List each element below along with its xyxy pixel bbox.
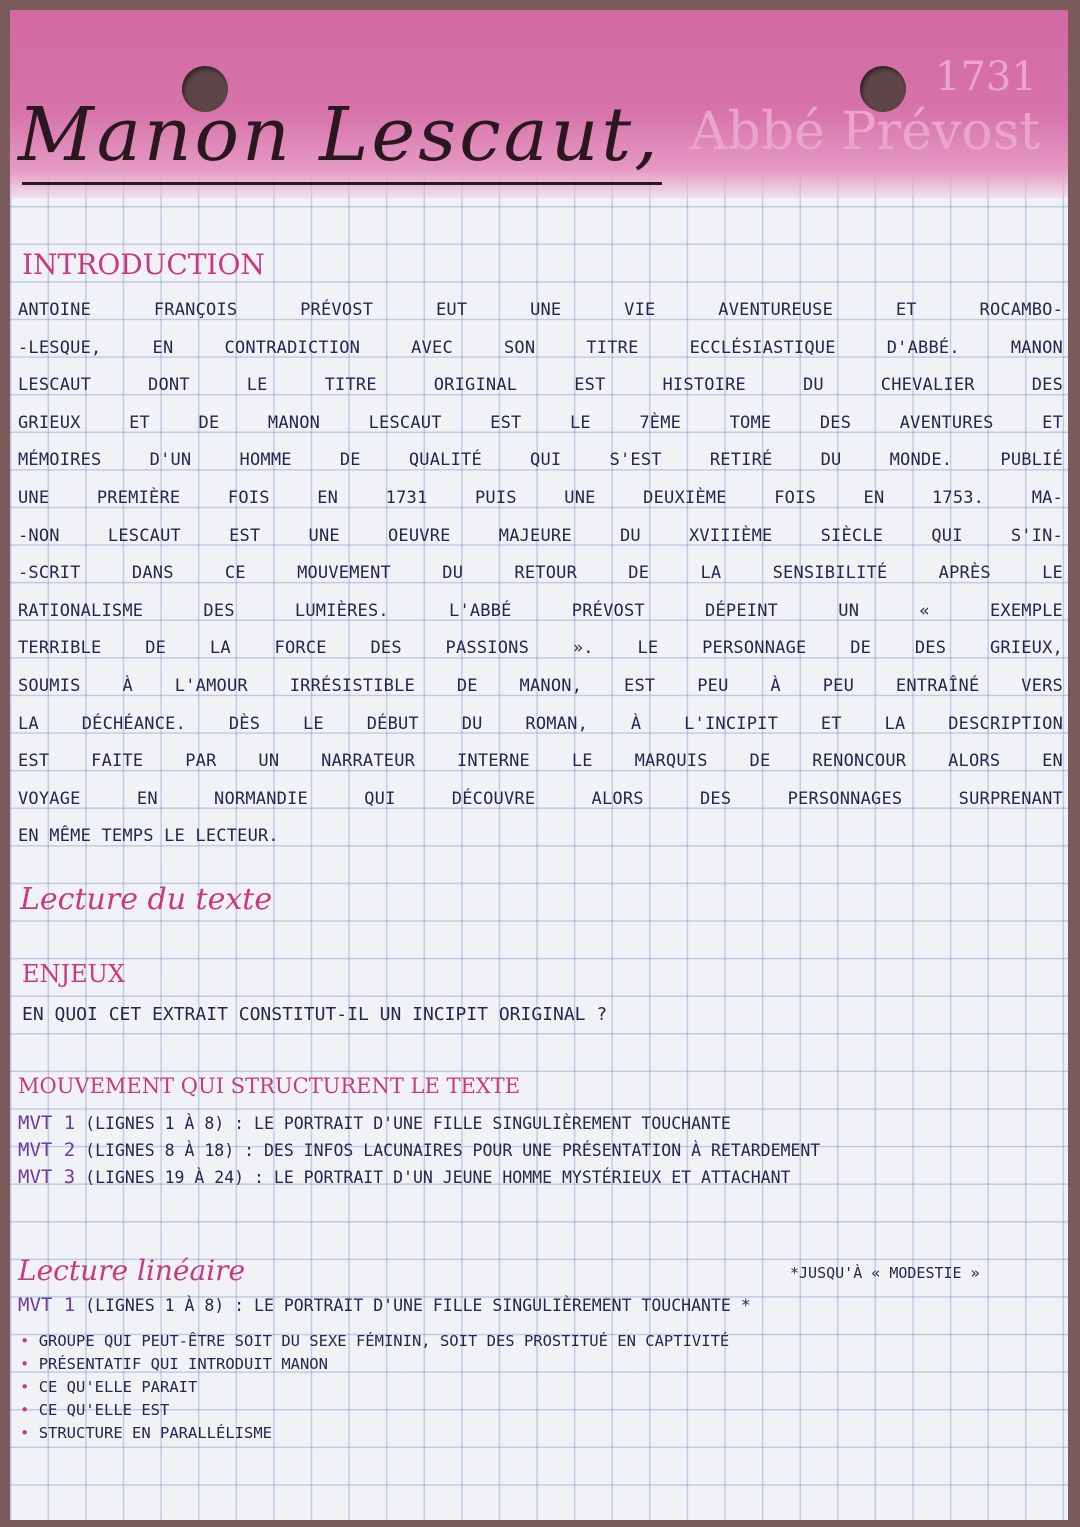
intro-line: UNE PREMIÈRE FOIS EN 1731 PUIS UNE DEUXIÈME FOIS EN 1753. MA- — [18, 487, 1063, 508]
title-underline — [22, 182, 662, 185]
pink-header-band — [10, 10, 1068, 198]
intro-line: LA DÉCHÉANCE. DÈS LE DÉBUT DU ROMAN, À L'INCIPIT ET LA DESCRIPTION — [18, 713, 1063, 734]
lecture-heading: Lecture du texte — [20, 882, 273, 917]
author-name: Abbé Prévost — [690, 102, 1041, 162]
list-item — [20, 1353, 729, 1376]
bullet-text: CE QU'ELLE EST — [38, 1401, 170, 1419]
bullet-dot-icon: • — [20, 1424, 30, 1442]
list-item — [18, 1137, 820, 1164]
lineaire-bullets — [20, 1330, 729, 1445]
list-item — [20, 1330, 729, 1353]
lineaire-note: *JUSQU'À « MODESTIE » — [790, 1264, 980, 1282]
publication-year: 1731 — [935, 54, 1037, 100]
bullet-dot-icon: • — [20, 1378, 30, 1396]
intro-line: SOUMIS À L'AMOUR IRRÉSISTIBLE DE MANON, EST PEU À PEU ENTRAÎNÉ VERS — [18, 675, 1063, 696]
intro-line: -SCRIT DANS CE MOUVEMENT DU RETOUR DE LA SENSIBILITÉ APRÈS LE — [18, 563, 1063, 584]
mvt-label: MVT 1 — [18, 1112, 76, 1134]
intro-line: TERRIBLE DE LA FORCE DES PASSIONS ». LE PERSONNAGE DE DES GRIEUX, — [18, 638, 1063, 659]
enjeux-heading: ENJEUX — [22, 960, 125, 988]
bullet-text: STRUCTURE EN PARALLÉLISME — [38, 1424, 272, 1442]
intro-line: -NON LESCAUT EST UNE OEUVRE MAJEURE DU XVIIIÈME SIÈCLE QUI S'IN- — [18, 525, 1063, 546]
mvt-text: (LIGNES 8 À 18) : DES INFOS LACUNAIRES POUR UNE PRÉSENTATION À RETARDEMENT — [75, 1141, 821, 1160]
mvt-label: MVT 3 — [18, 1166, 76, 1188]
mvt-label: MVT 2 — [18, 1139, 76, 1161]
mvt-text: (LIGNES 1 À 8) : LE PORTRAIT D'UNE FILLE SINGULIÈREMENT TOUCHANTE — [75, 1114, 731, 1133]
bullet-text: GROUPE QUI PEUT-ÊTRE SOIT DU SEXE FÉMININ, SOIT DES PROSTITUÉ EN CAPTIVITÉ — [38, 1332, 730, 1350]
introduction-text — [18, 292, 1063, 856]
intro-line: VOYAGE EN NORMANDIE QUI DÉCOUVRE ALORS DES PERSONNAGES SURPRENANT — [18, 788, 1063, 809]
bullet-text: PRÉSENTATIF QUI INTRODUIT MANON — [38, 1355, 328, 1373]
list-item — [20, 1376, 729, 1399]
intro-line: RATIONALISME DES LUMIÈRES. L'ABBÉ PRÉVOST DÉPEINT UN « EXEMPLE — [18, 600, 1063, 621]
lineaire-mvt — [18, 1292, 751, 1319]
page-title: Manon Lescaut, — [18, 92, 661, 178]
mouvements-list — [18, 1110, 820, 1191]
intro-line: GRIEUX ET DE MANON LESCAUT EST LE 7ÈME TOME DES AVENTURES ET — [18, 412, 1063, 433]
intro-line: -LESQUE, EN CONTRADICTION AVEC SON TITRE ECCLÉSIASTIQUE D'ABBÉ. MANON — [18, 337, 1063, 358]
bullet-dot-icon: • — [20, 1355, 30, 1373]
intro-line: MÉMOIRES D'UN HOMME DE QUALITÉ QUI S'EST RETIRÉ DU MONDE. PUBLIÉ — [18, 450, 1063, 471]
list-item — [20, 1422, 729, 1445]
mouvements-heading: MOUVEMENT QUI STRUCTURENT LE TEXTE — [18, 1074, 521, 1098]
intro-line: EN MÊME TEMPS LE LECTEUR. — [18, 826, 279, 847]
mvt-label: MVT 1 — [18, 1294, 76, 1316]
list-item — [20, 1399, 729, 1422]
list-item — [18, 1292, 751, 1319]
bullet-dot-icon: • — [20, 1332, 30, 1350]
lineaire-heading: Lecture linéaire — [18, 1254, 246, 1287]
bullet-dot-icon: • — [20, 1401, 30, 1419]
intro-line: EST FAITE PAR UN NARRATEUR INTERNE LE MARQUIS DE RENONCOUR ALORS EN — [18, 751, 1063, 772]
introduction-heading: INTRODUCTION — [22, 248, 265, 281]
intro-line: ANTOINE FRANÇOIS PRÉVOST EUT UNE VIE AVENTUREUSE ET ROCAMBO- — [18, 300, 1063, 320]
list-item — [18, 1110, 820, 1137]
intro-line: LESCAUT DONT LE TITRE ORIGINAL EST HISTOIRE DU CHEVALIER DES — [18, 375, 1063, 396]
notebook-page — [10, 10, 1068, 1520]
mvt-text: (LIGNES 19 À 24) : LE PORTRAIT D'UN JEUNE HOMME MYSTÉRIEUX ET ATTACHANT — [75, 1168, 791, 1187]
enjeux-question: EN QUOI CET EXTRAIT CONSTITUT-IL UN INCIPIT ORIGINAL ? — [22, 1004, 608, 1025]
list-item — [18, 1164, 820, 1191]
bullet-text: CE QU'ELLE PARAIT — [38, 1378, 198, 1396]
mvt-text: (LIGNES 1 À 8) : LE PORTRAIT D'UNE FILLE SINGULIÈREMENT TOUCHANTE * — [75, 1296, 751, 1315]
